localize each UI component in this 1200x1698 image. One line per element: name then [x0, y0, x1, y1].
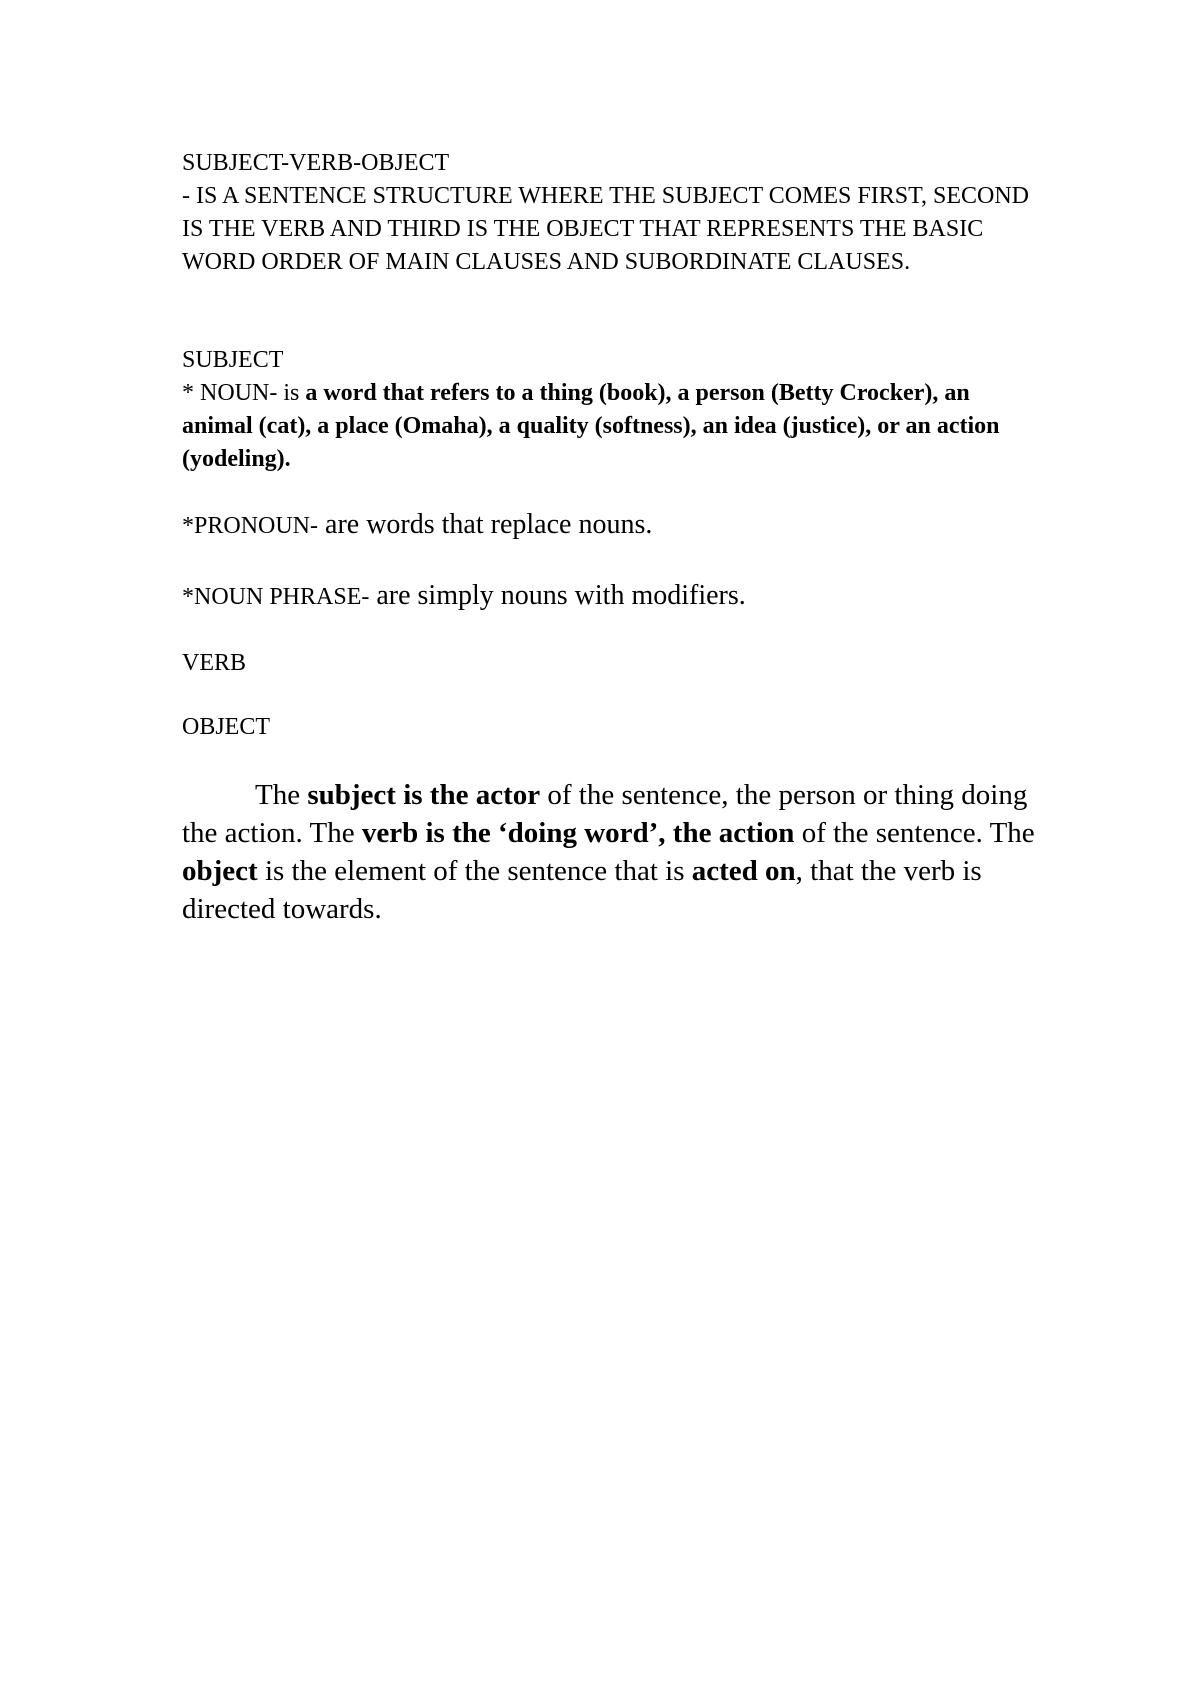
- summary-bold-2: verb is the ‘doing word’, the action: [361, 817, 795, 849]
- summary-text-4: is the element of the sentence that is: [257, 855, 692, 887]
- summary-block: [182, 776, 1042, 928]
- summary-bold-4: acted on: [691, 855, 796, 887]
- pronoun-block: [182, 507, 1042, 543]
- svo-heading-block: [182, 147, 1042, 279]
- summary-bold-1: subject is the actor: [307, 779, 541, 811]
- subject-title: SUBJECT: [182, 347, 284, 373]
- noun-label: * NOUN- is: [182, 380, 306, 406]
- summary-paragraph: [182, 776, 1042, 928]
- noun-definition: [182, 377, 1042, 476]
- noun-definition-text: a word that refers to a thing (book), a person (Betty Crocker), an animal (cat), a place (Omaha), a quality (softness), an idea (justice), or an action (yodeling).: [182, 380, 1000, 472]
- summary-text-1: The: [255, 779, 308, 811]
- pronoun-definition: [182, 507, 1042, 543]
- noun-phrase-definition-text: are simply nouns with modifiers.: [369, 580, 746, 611]
- noun-phrase-definition: [182, 578, 1042, 614]
- svo-definition: - IS A SENTENCE STRUCTURE WHERE THE SUBJECT COMES FIRST, SECOND IS THE VERB AND THIRD IS THE OBJECT THAT REPRESENTS THE BASIC WORD ORDER OF MAIN CLAUSES AND SUBORDINATE CLAUSES.: [182, 183, 1029, 275]
- verb-block: [182, 647, 1042, 680]
- summary-bold-3: object: [182, 855, 258, 887]
- object-block: [182, 711, 1042, 744]
- svo-title: SUBJECT-VERB-OBJECT: [182, 150, 450, 176]
- pronoun-definition-text: are words that replace nouns.: [318, 509, 653, 540]
- verb-title: VERB: [182, 650, 247, 676]
- pronoun-label: *PRONOUN-: [182, 513, 319, 539]
- noun-phrase-block: [182, 578, 1042, 614]
- summary-text-2: of the sentence, the person or thing doing the action. The: [182, 779, 1028, 849]
- noun-phrase-label: *NOUN PHRASE-: [182, 584, 370, 610]
- summary-indent: [182, 779, 255, 811]
- summary-text-3: of the sentence. The: [794, 817, 1035, 849]
- summary-text-5: , that the verb is directed towards.: [182, 855, 982, 925]
- subject-block: [182, 344, 1042, 476]
- object-title: OBJECT: [182, 714, 271, 740]
